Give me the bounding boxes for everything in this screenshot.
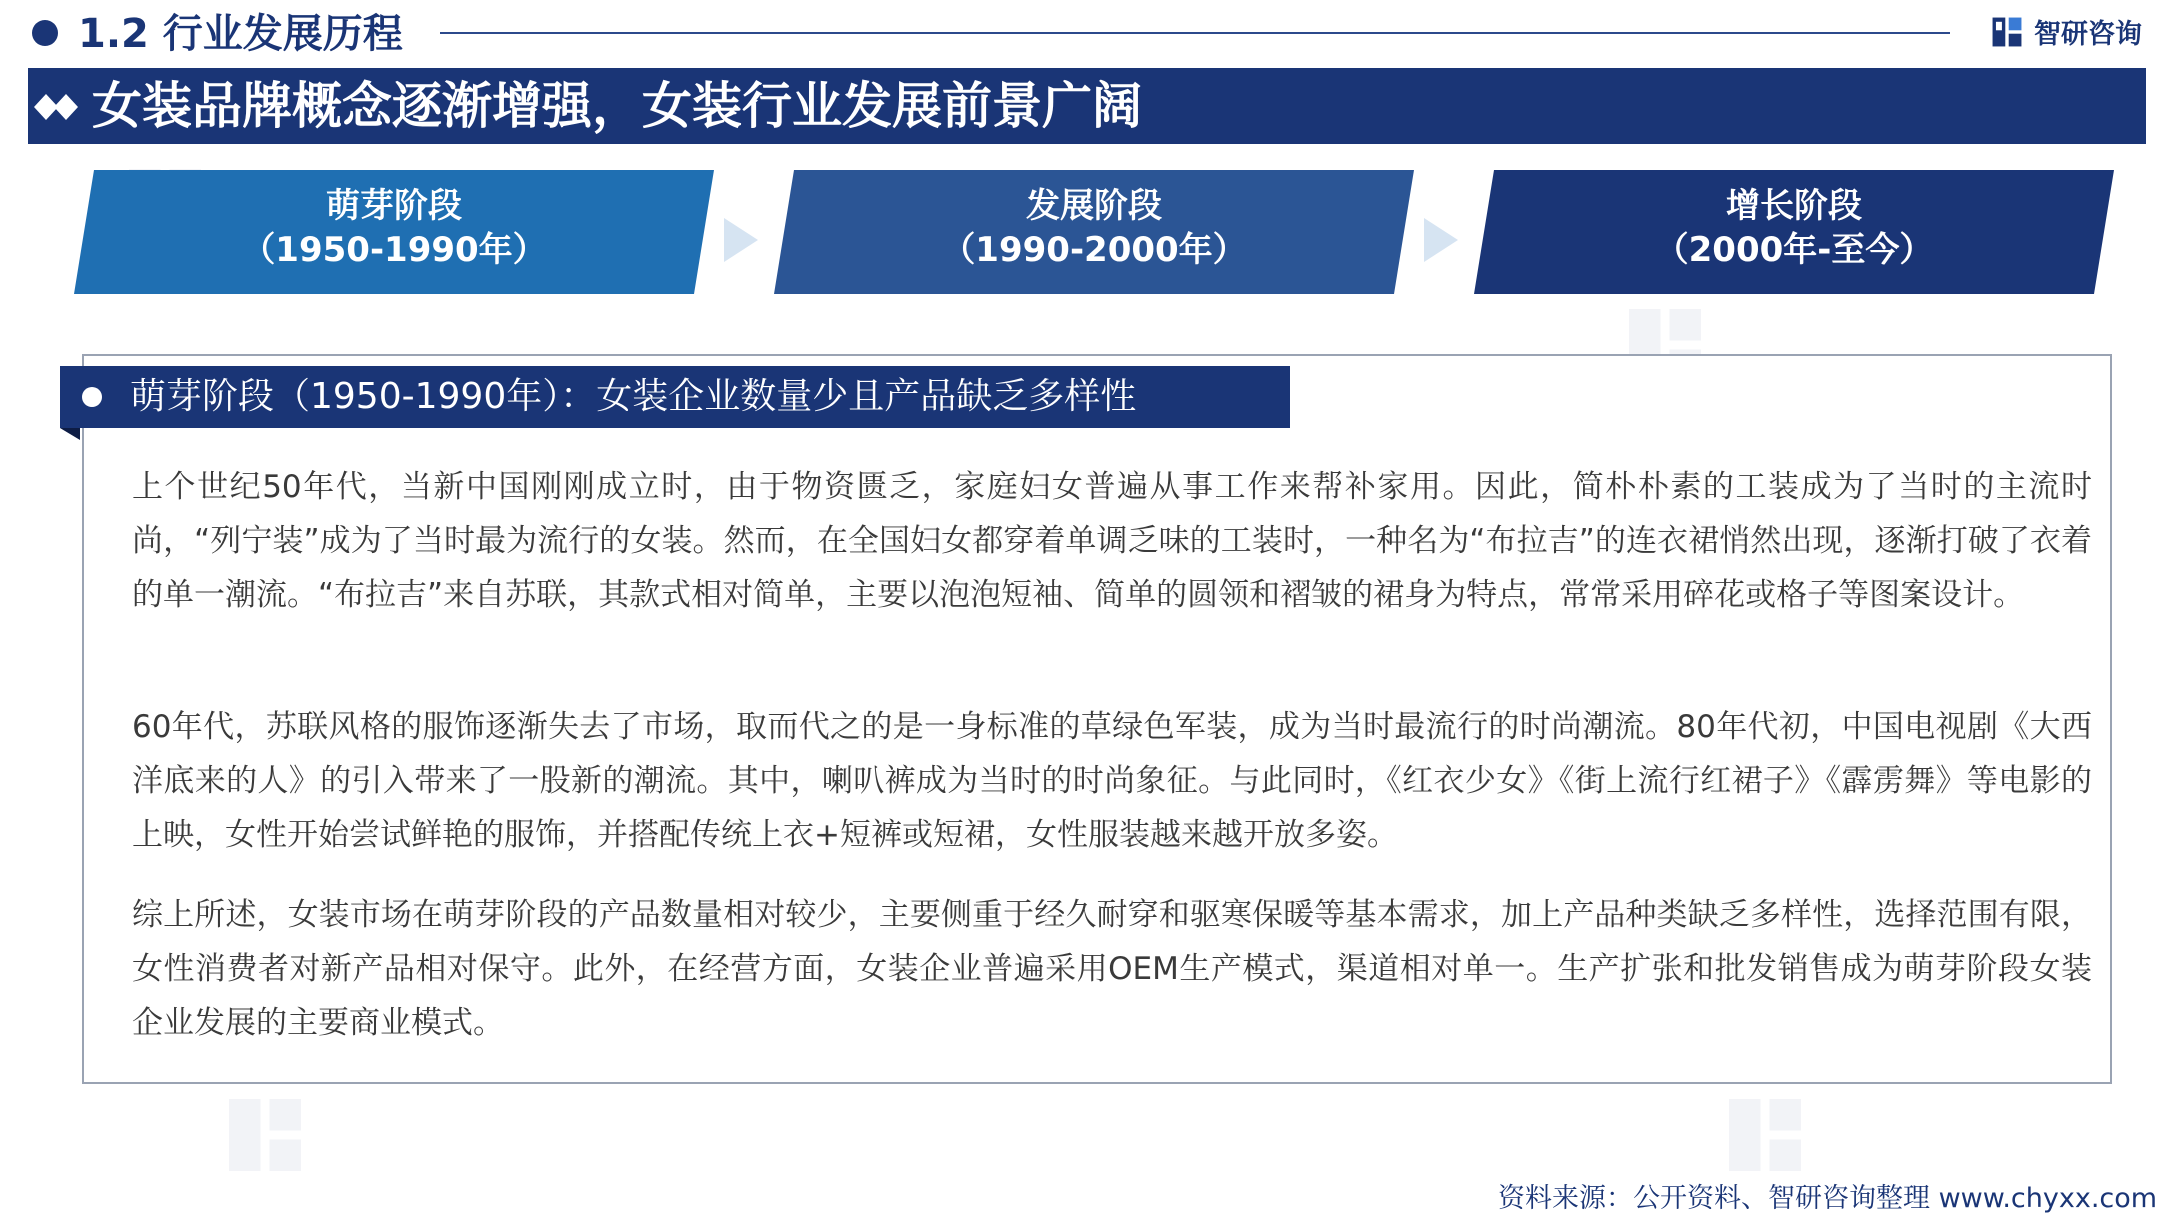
- subtitle-banner-fold: [60, 428, 80, 440]
- stage-name: 发展阶段: [1026, 186, 1162, 226]
- chevron-right-icon: [1424, 218, 1458, 262]
- banner-title: 女装品牌概念逐渐增强，女装行业发展前景广阔: [92, 77, 1142, 135]
- double-diamond-icon: [34, 92, 84, 122]
- stage-name: 增长阶段: [1726, 186, 1862, 226]
- subtitle-text: 萌芽阶段（1950-1990年）：女装企业数量少且产品缺乏多样性: [130, 376, 1137, 417]
- stage-period: （1990-2000年）: [941, 230, 1247, 270]
- section-bullet-icon: [32, 20, 58, 46]
- stage-development: [774, 170, 1414, 294]
- watermark-logo-icon: [1720, 1090, 1810, 1180]
- subtitle-bullet-icon: [82, 387, 102, 407]
- paragraph-2: 60年代，苏联风格的服饰逐渐失去了市场，取而代之的是一身标准的草绿色军装，成为当时最流行的时尚潮流。80年代初，中国电视剧《大西洋底来的人》的引入带来了一股新的潮流。其中，喇叭裤成为当时的时尚象征。与此同时，《红衣少女》《街上流行红裙子》《霹雳舞》等电影的上映，女性开始尝试鲜艳的服饰，并搭配传统上衣+短裤或短裙，女性服装越来越开放多姿。: [132, 709, 2092, 853]
- brand: [1990, 12, 2142, 51]
- stage-period: （2000年-至今）: [1654, 230, 1934, 270]
- stage-growth: [1474, 170, 2114, 294]
- watermark-logo-icon: [220, 1090, 310, 1180]
- paragraph-1: 上个世纪50年代，当新中国刚刚成立时，由于物资匮乏，家庭妇女普遍从事工作来帮补家用。因此，简朴朴素的工装成为了当时的主流时尚，“列宁装”成为了当时最为流行的女装。然而，在全国妇女都穿着单调乏味的工装时，一种名为“布拉吉”的连衣裙悄然出现，逐渐打破了衣着的单一潮流。“布拉吉”来自苏联，其款式相对简单，主要以泡泡短袖、简单的圆领和褶皱的裙身为特点，常常采用碎花或格子等图案设计。: [132, 469, 2092, 613]
- stage-name: 萌芽阶段: [326, 186, 462, 226]
- stage-budding: [74, 170, 714, 294]
- section-title: 1.2 行业发展历程: [78, 11, 403, 57]
- paragraph-3: 综上所述，女装市场在萌芽阶段的产品数量相对较少，主要侧重于经久耐穿和驱寒保暖等基本需求，加上产品种类缺乏多样性，选择范围有限，女性消费者对新产品相对保守。此外，在经营方面，女装企业普遍采用OEM生产模式，渠道相对单一。生产扩张和批发销售成为萌芽阶段女装企业发展的主要商业模式。: [132, 897, 2092, 1041]
- source-note: 资料来源：公开资料、智研咨询整理 www.chyxx.com: [1498, 1183, 2158, 1214]
- brand-logo-icon: [1990, 15, 2024, 49]
- chevron-right-icon: [724, 218, 758, 262]
- brand-name: 智研咨询: [2034, 19, 2142, 50]
- stage-period: （1950-1990年）: [241, 230, 547, 270]
- header-divider: [440, 32, 1950, 34]
